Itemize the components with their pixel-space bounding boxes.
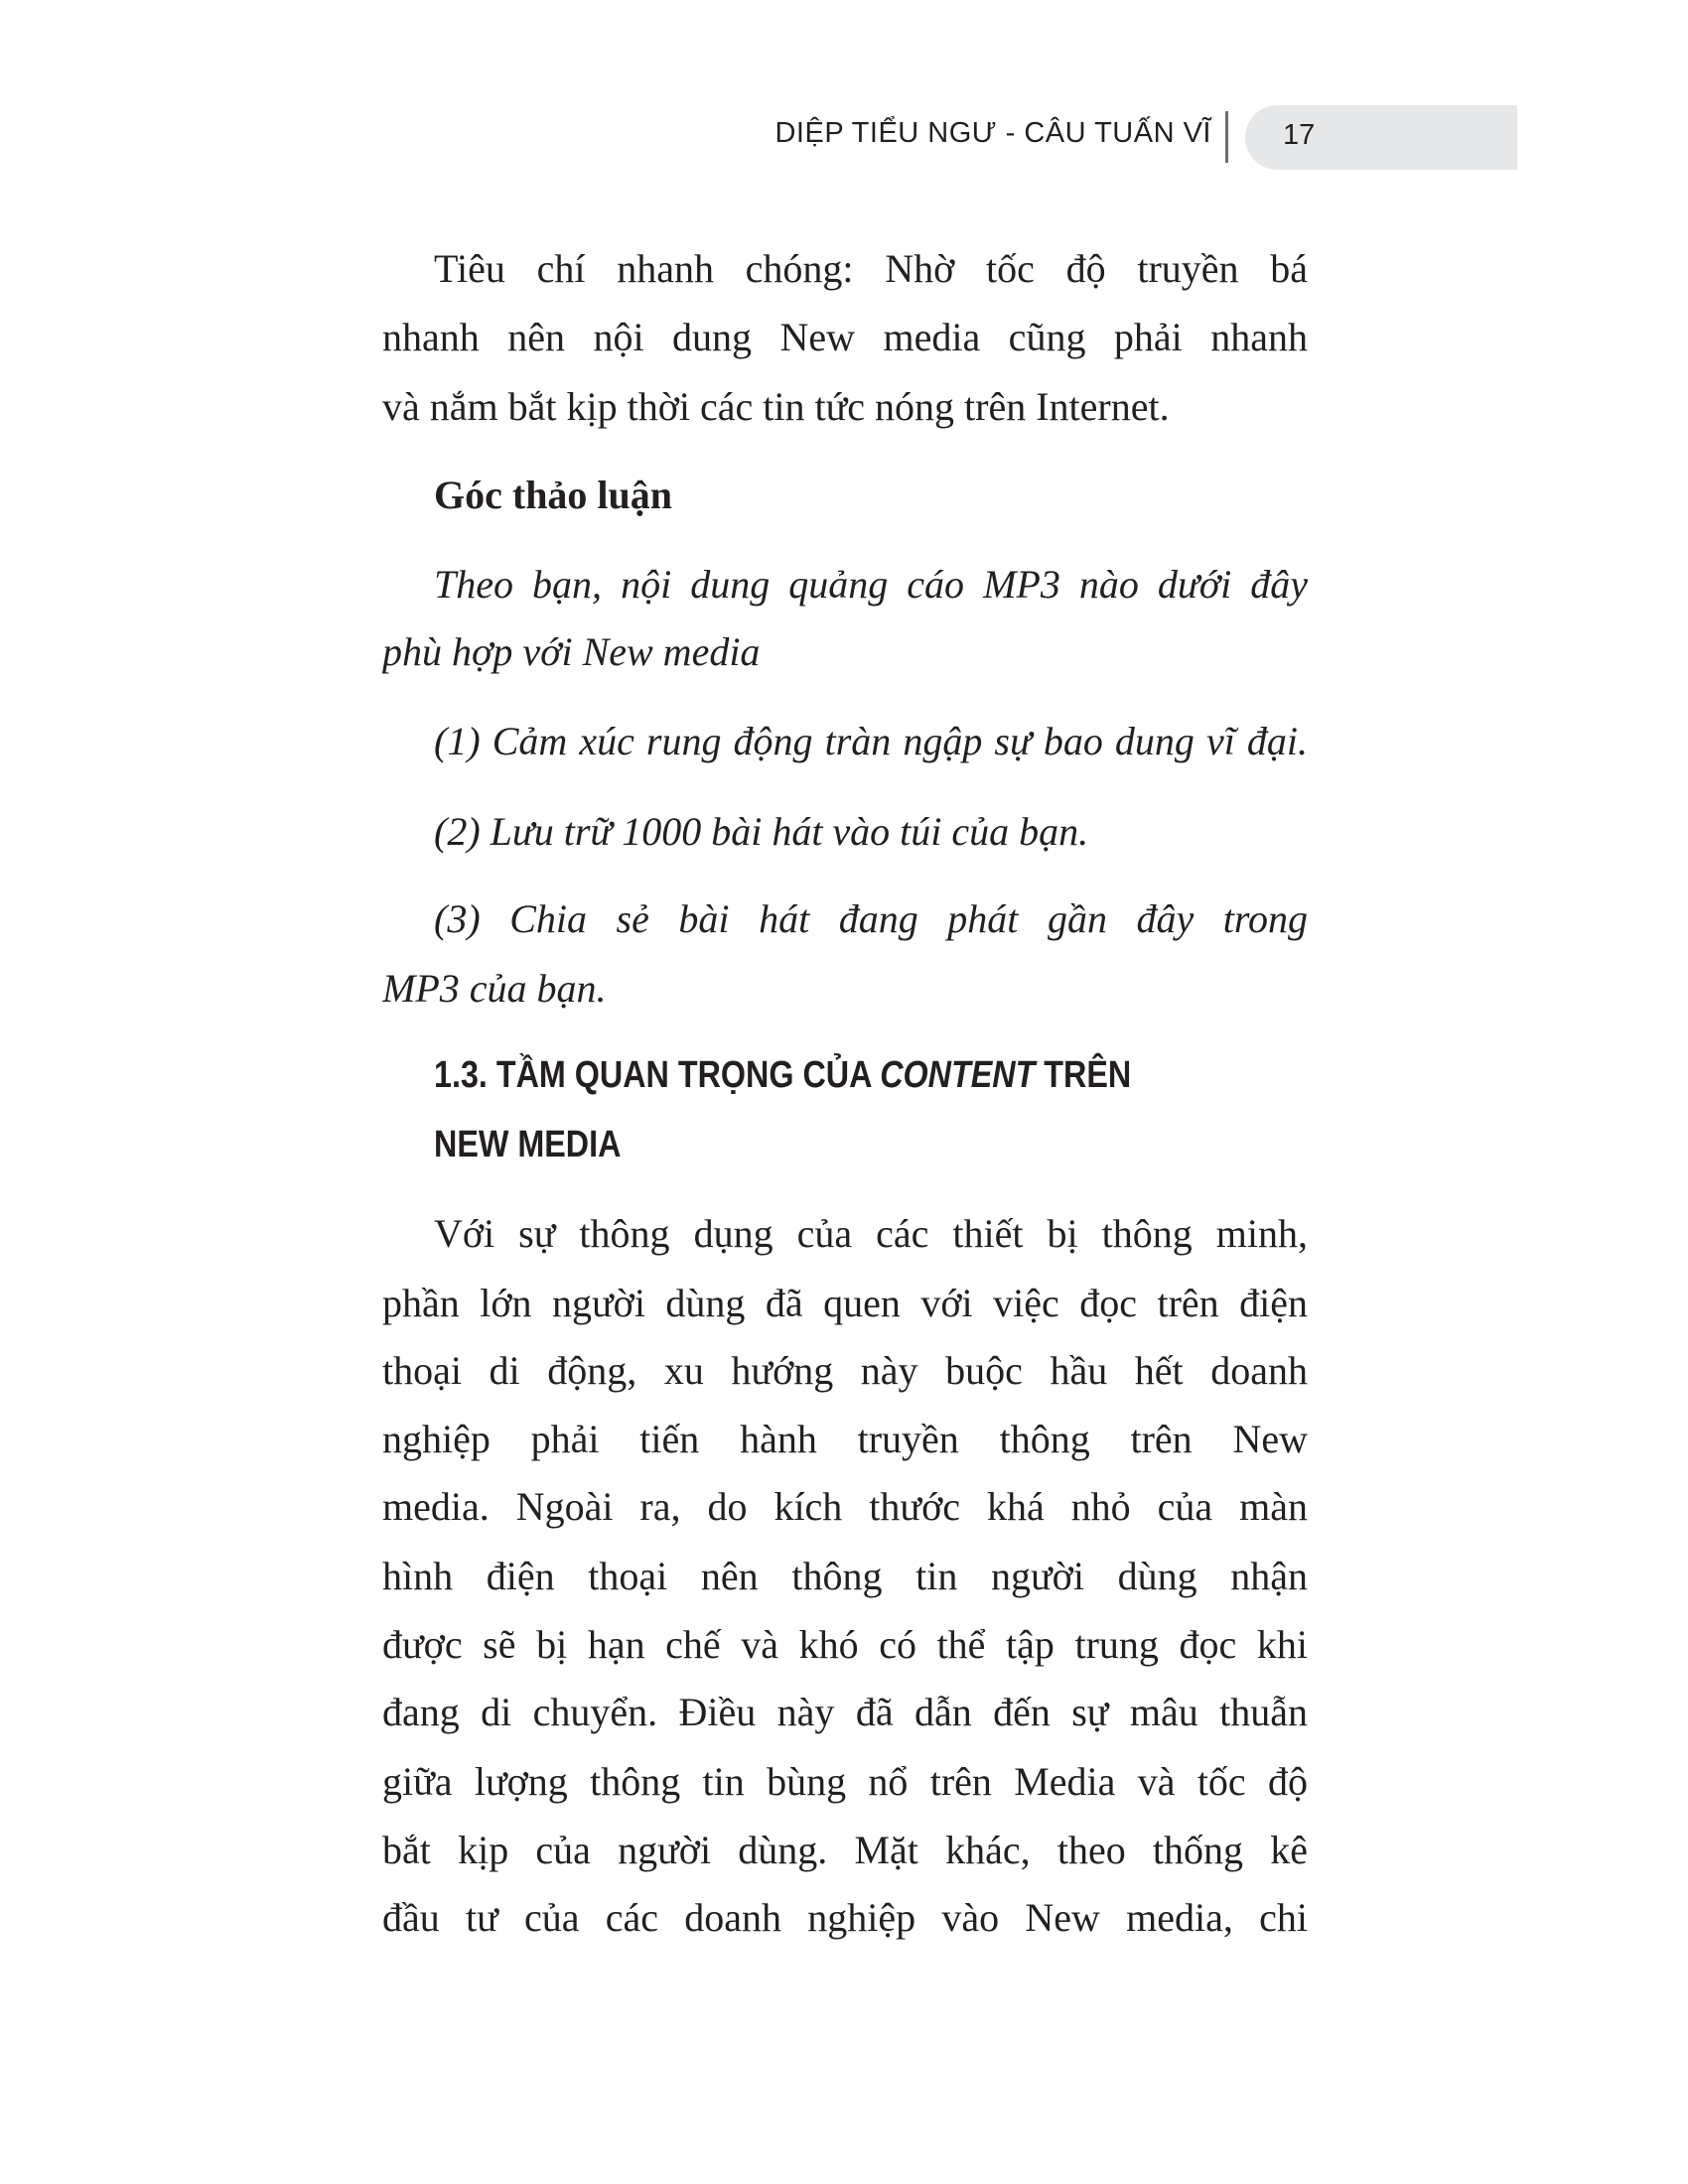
question-line: Theo bạn, nội dung quảng cáo MP3 nào dưới đây [434,562,1308,607]
paragraph-line: media. Ngoài ra, do kích thước khá nhỏ của màn [382,1484,1308,1529]
option-1: (1) Cảm xúc rung động tràn ngập sự bao dung vĩ đại. [434,719,1308,763]
question-line: phù hợp với New media [382,629,761,674]
heading-text: TRÊN [1035,1054,1132,1096]
paragraph-line: nghiệp phải tiến hành truyền thông trên New [382,1417,1308,1461]
heading-text: 1.3. TẦM QUAN TRỌNG CỦA [434,1054,881,1096]
paragraph-line: đầu tư của các doanh nghiệp vào New media, chi [382,1895,1308,1940]
paragraph-line: bắt kịp của người dùng. Mặt khác, theo thống kê [382,1828,1308,1872]
option-3-cont: MP3 của bạn. [382,966,607,1011]
paragraph-line: đang di chuyển. Điều này đã dẫn đến sự mâu thuẫn [382,1690,1308,1734]
heading-italic: CONTENT [880,1054,1036,1096]
section-heading-line2: NEW MEDIA [434,1124,622,1165]
option-2: (2) Lưu trữ 1000 bài hát vào túi của bạn. [434,809,1089,854]
paragraph-line: giữa lượng thông tin bùng nổ trên Media và tốc độ [382,1759,1308,1804]
paragraph-line: nhanh nên nội dung New media cũng phải nhanh [382,315,1308,359]
discussion-title: Góc thảo luận [434,473,673,517]
running-header-author: DIỆP TIỂU NGƯ - CÂU TUẤN VĨ [774,117,1211,149]
header-divider [1225,111,1228,163]
paragraph-line: phần lớn người dùng đã quen với việc đọc trên điện [382,1281,1308,1325]
option-3: (3) Chia sẻ bài hát đang phát gần đây trong [434,896,1308,941]
paragraph-line: và nắm bắt kịp thời các tin tức nóng trên Internet. [382,384,1170,429]
paragraph-line: Tiêu chí nhanh chóng: Nhờ tốc độ truyền bá [434,246,1308,291]
section-heading [434,1050,1131,1100]
page-number: 17 [1283,119,1316,151]
paragraph-line: hình điện thoại nên thông tin người dùng nhận [382,1554,1308,1598]
paragraph-line: thoại di động, xu hướng này buộc hầu hết doanh [382,1348,1308,1393]
paragraph-line: được sẽ bị hạn chế và khó có thể tập trung đọc khi [382,1622,1308,1667]
paragraph-line: Với sự thông dụng của các thiết bị thông minh, [434,1211,1308,1256]
